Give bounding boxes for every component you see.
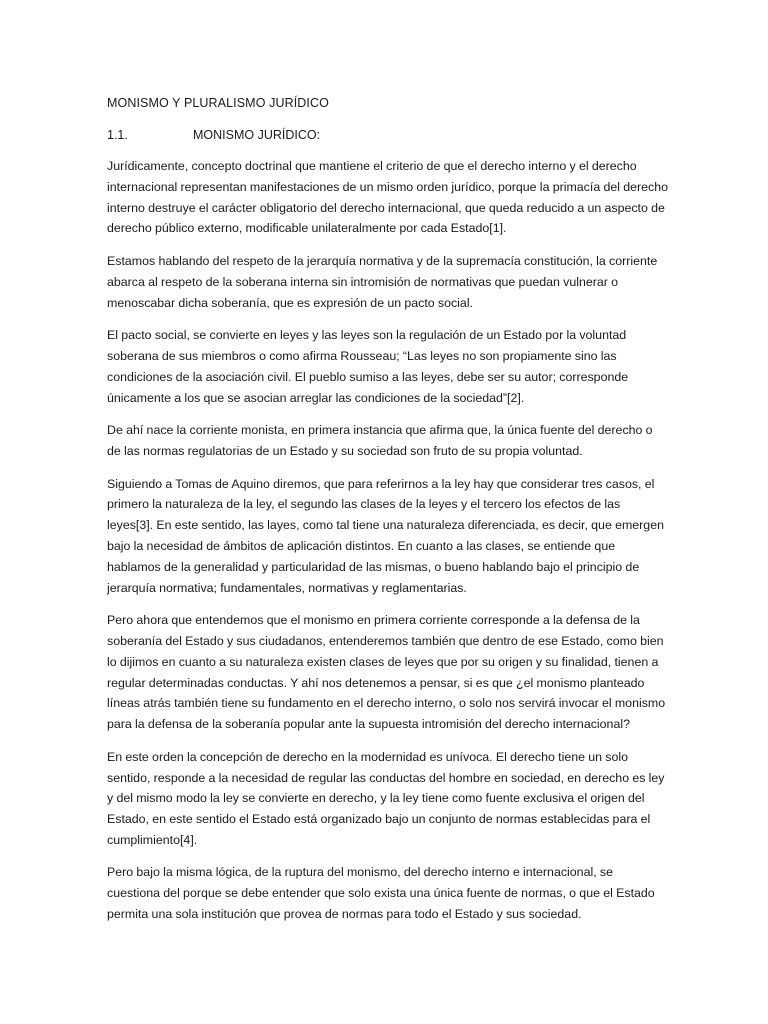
paragraph-3: El pacto social, se convierte en leyes y las leyes son la regulación de un Estado por la voluntad soberana de sus miembros o como afirma Rousseau; “Las leyes no son propiamente sino las condiciones de la asociación civil. El pueblo sumiso a las leyes, debe ser su autor; corresponde únicamente a los que se asocian arreglar las condiciones de la sociedad”[2]. (107, 328, 629, 405)
paragraph-1: Jurídicamente, concepto doctrinal que mantiene el criterio de que el derecho interno y el derecho internacional representan manifestaciones de un mismo orden jurídico, porque la primacía del derecho interno destruye el carácter obligatorio del derecho internacional, que queda reducido a un aspecto de derecho público externo, modificable unilateralmente por cada Estado[1]. (107, 159, 669, 236)
paragraph-8: Pero bajo la misma lógica, de la ruptura del monismo, del derecho interno e internacional, se cuestiona del porque se debe entender que solo exista una única fuente de normas, o que el Estado permita una sola institución que provea de normas para todo el Estado y sus sociedad. (107, 865, 655, 922)
paragraph-2: Estamos hablando del respeto de la jerarquía normativa y de la supremacía constitución, la corriente abarca al respeto de la soberana interna sin intromisión de normativas que puedan vulnerar o menoscabar dicha soberanía, que es expresión de un pacto social. (107, 253, 658, 310)
paragraph-7: En este orden la concepción de derecho en la modernidad es unívoca. El derecho tiene un solo sentido, responde a la necesidad de regular las conductas del hombre en sociedad, en derecho es ley y del mismo modo la ley se convierte en derecho, y la ley tiene como fuente exclusiva el origen del Estado, en este sentido el Estado está organizado bajo un conjunto de normas establecidas para el cumplimiento[4]. (107, 749, 665, 847)
section-heading (107, 125, 668, 145)
document-title: MONISMO Y PLURALISMO JURÍDICO (107, 96, 329, 110)
paragraph-4: De ahí nace la corriente monista, en primera instancia que afirma que, la única fuente del derecho o de las normas regulatorias de un Estado y su sociedad son fruto de su propia voluntad. (107, 423, 653, 458)
section-title: MONISMO JURÍDICO: (193, 128, 321, 142)
paragraph-5: Siguiendo a Tomas de Aquino diremos, que para referirnos a la ley hay que considerar tres casos, el primero la naturaleza de la ley, el segundo las clases de la leyes y el tercero los efectos de las leyes[3]. En este sentido, las layes, como tal tiene una naturaleza diferenciada, es decir, que emergen bajo la necesidad de ámbitos de aplicación distintos. En cuanto a las clases, se entiende que hablamos de la generalidad y particularidad de las mismas, o bueno hablando bajo el principio de jerarquía normativa; fundamentales, normativas y reglamentarias. (107, 476, 664, 595)
section-number: 1.1. (107, 128, 128, 142)
paragraph-6: Pero ahora que entendemos que el monismo en primera corriente corresponde a la defensa de la soberanía del Estado y sus ciudadanos, entenderemos también que dentro de ese Estado, como bien lo dijimos en cuanto a su naturaleza existen clases de leyes que por su origen y su finalidad, tienen a regular determinadas conductas. Y ahí nos detenemos a pensar, si es que ¿el monismo planteado líneas atrás también tiene su fundamento en el derecho interno, o solo nos servirá invocar el monismo para la defensa de la soberanía popular ante la supuesta intromisión del derecho internacional? (107, 613, 666, 732)
